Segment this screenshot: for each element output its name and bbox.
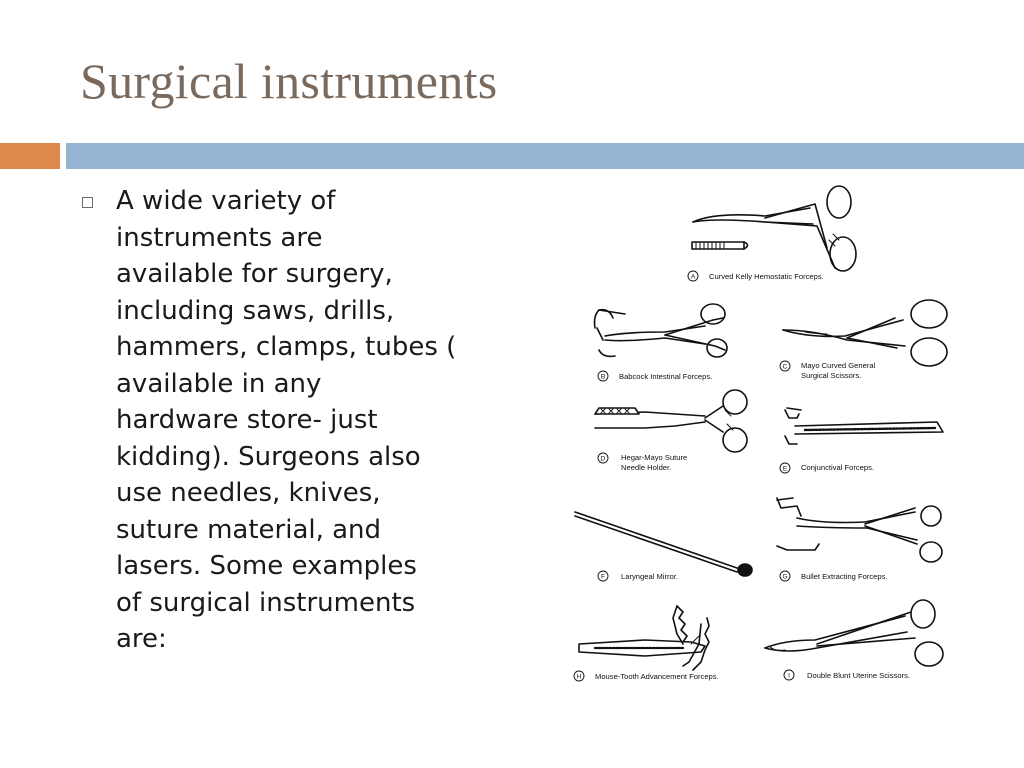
item-c-caption-line1: Mayo Curved General <box>801 361 876 370</box>
item-d-caption-line1: Hegar-Mayo Suture <box>621 453 688 462</box>
instrument-b-drawing <box>595 304 728 357</box>
hollow-square-bullet-icon <box>82 197 93 208</box>
instruments-illustration <box>565 178 955 690</box>
item-h-caption: Mouse-Tooth Advancement Forceps. <box>595 672 719 681</box>
item-d-letter: D <box>600 455 606 463</box>
item-i-letter: I <box>788 672 790 680</box>
item-c-caption-line2: Surgical Scissors. <box>801 371 862 380</box>
item-f-caption: Laryngeal Mirror. <box>621 572 678 581</box>
item-g-letter: G <box>782 573 788 581</box>
bullet-text: A wide variety of instruments are available for surgery, including saws, drills, hammers, clamps, tubes ( available in any hardware store- just kidding). Surgeons also use needles, knives, suture material, and lasers. Some examples of surgical instruments are: <box>116 186 457 654</box>
instrument-i-drawing <box>765 600 943 666</box>
instrument-a-drawing <box>692 186 856 271</box>
instrument-h-drawing <box>579 606 709 670</box>
surgical-instruments-figure <box>565 178 955 690</box>
item-e-caption: Conjunctival Forceps. <box>801 463 875 472</box>
item-i-caption: Double Blunt Uterine Scissors. <box>807 671 910 680</box>
instrument-g-drawing <box>777 498 942 562</box>
item-c-letter: C <box>782 363 788 371</box>
instrument-d-drawing <box>595 390 747 452</box>
item-d-caption-line2: Needle Holder. <box>621 463 672 472</box>
item-b-caption: Babcock Intestinal Forceps. <box>619 372 713 381</box>
item-f-letter: F <box>601 573 605 581</box>
item-g-caption: Bullet Extracting Forceps. <box>801 572 888 581</box>
accent-bar-orange <box>0 143 60 169</box>
accent-bar-blue <box>66 143 1024 169</box>
item-h-letter: H <box>576 673 582 681</box>
instrument-f-drawing <box>575 512 752 576</box>
item-a-caption: Curved Kelly Hemostatic Forceps. <box>709 272 824 281</box>
instrument-e-drawing <box>785 408 943 444</box>
item-b-letter: B <box>600 373 606 381</box>
bullet-item <box>82 183 502 658</box>
item-e-letter: E <box>782 465 788 473</box>
instrument-c-drawing <box>783 300 947 366</box>
item-a-letter: A <box>690 273 696 281</box>
slide-title: Surgical instruments <box>80 53 498 109</box>
